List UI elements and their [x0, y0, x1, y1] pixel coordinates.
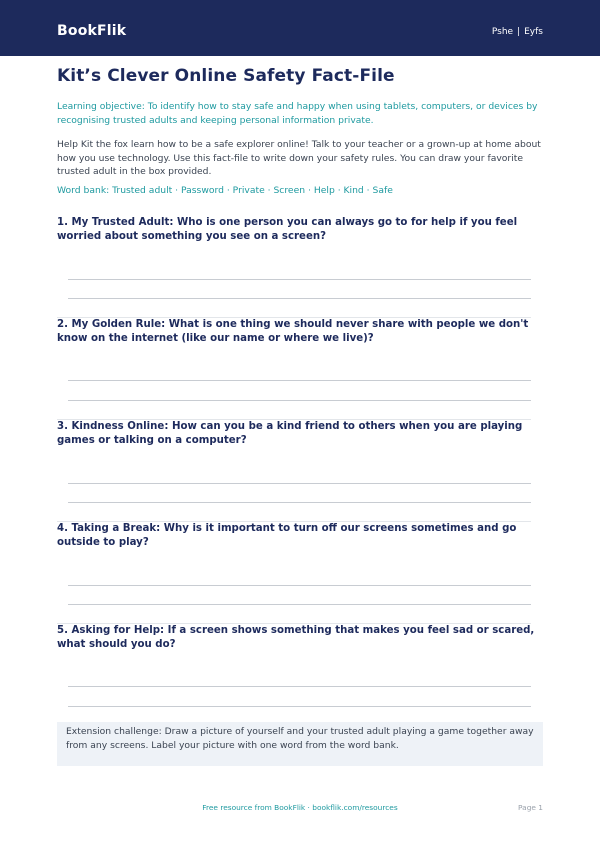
subject-tags	[492, 27, 543, 37]
page-number: Page 1	[518, 803, 543, 812]
answer-line[interactable]	[68, 279, 531, 280]
header-bar	[0, 0, 600, 56]
question-2: 2. My Golden Rule: What is one thing we should never share with people we don't know on the internet (like our name or where we live)?	[57, 319, 529, 345]
answer-line[interactable]	[68, 400, 531, 401]
footer-credit[interactable]: Free resource from BookFlik · bookflik.com/resources	[202, 803, 398, 812]
extension-challenge-box	[57, 722, 543, 766]
divider	[57, 521, 531, 522]
answer-line[interactable]	[68, 706, 531, 707]
divider	[57, 419, 531, 420]
extension-challenge-text: Extension challenge: Draw a picture of yourself and your trusted adult playing a game together away from any screens. Label your picture with one word from the word bank.	[66, 726, 534, 751]
learning-objective: Learning objective: To identify how to stay safe and happy when using tablets, computers, or devices by recognising trusted adults and keeping personal information private.	[57, 101, 538, 126]
answer-line[interactable]	[68, 585, 531, 586]
answer-line[interactable]	[68, 298, 531, 299]
divider	[57, 317, 531, 318]
subject-tag: Pshe	[491, 27, 514, 37]
answer-line[interactable]	[68, 604, 531, 605]
answer-line[interactable]	[68, 483, 531, 484]
brand-logo-text[interactable]: BookFlik	[57, 23, 127, 39]
answer-line[interactable]	[68, 380, 531, 381]
stage-tag: Eyfs	[524, 27, 543, 37]
answer-line[interactable]	[68, 502, 531, 503]
question-5: 5. Asking for Help: If a screen shows something that makes you feel sad or scared, what should you do?	[57, 625, 535, 651]
divider	[57, 623, 531, 624]
word-bank: Word bank: Trusted adult · Password · Private · Screen · Help · Kind · Safe	[57, 185, 393, 196]
question-4: 4. Taking a Break: Why is it important to turn off our screens sometimes and go outside to play?	[57, 523, 517, 549]
question-1: 1. My Trusted Adult: Who is one person you can always go to for help if you feel worried about something you see on a screen?	[57, 217, 518, 243]
intro-text: Help Kit the fox learn how to be a safe explorer online! Talk to your teacher or a grown-up at home about how you use technology. Use this fact-file to write down your safety rules. You can draw your favorite trusted adult in the box provided.	[57, 139, 541, 178]
tag-separator: |	[517, 27, 521, 37]
question-3: 3. Kindness Online: How can you be a kind friend to others when you are playing games or talking on a computer?	[57, 421, 523, 447]
worksheet-title: Kit’s Clever Online Safety Fact-File	[57, 66, 395, 86]
answer-line[interactable]	[68, 686, 531, 687]
